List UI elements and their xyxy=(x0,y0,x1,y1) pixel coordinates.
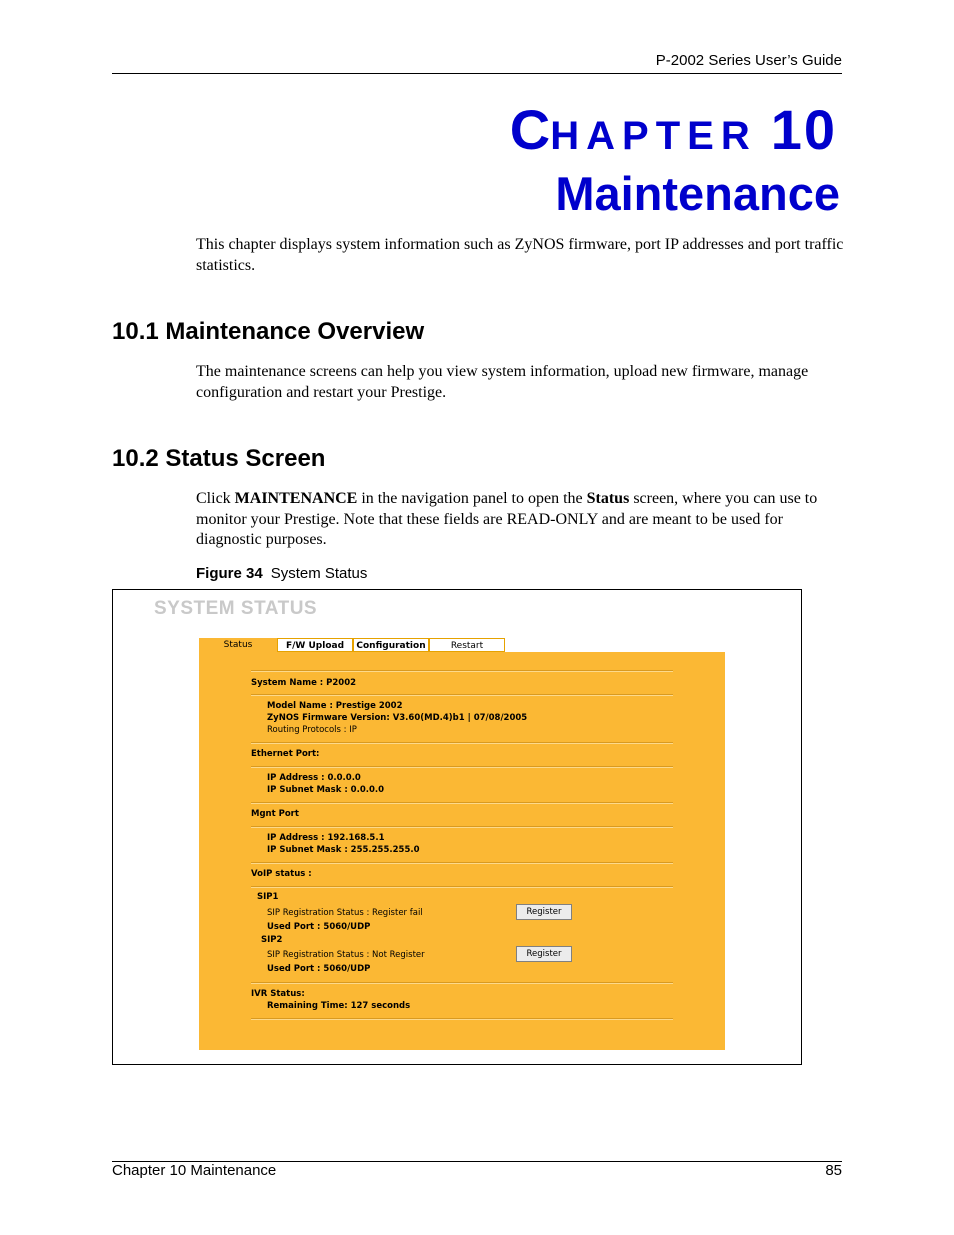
divider xyxy=(251,670,673,672)
mgnt-mask: IP Subnet Mask : 255.255.255.0 xyxy=(267,845,420,855)
para-bold-maintenance: MAINTENANCE xyxy=(234,490,358,507)
screen-title: SYSTEM STATUS xyxy=(154,598,318,619)
mgnt-ip: IP Address : 192.168.5.1 xyxy=(267,833,385,843)
section-heading-overview: 10.1 Maintenance Overview xyxy=(112,318,425,345)
divider xyxy=(251,1018,673,1020)
figure-caption-text: System Status xyxy=(270,565,368,582)
sip2-label: SIP2 xyxy=(261,935,283,945)
mgnt-port-label: Mgnt Port xyxy=(251,809,299,819)
divider xyxy=(251,766,673,768)
footer-chapter: Chapter 10 Maintenance xyxy=(112,1162,277,1179)
sip1-label: SIP1 xyxy=(257,892,279,902)
routing-protocols: Routing Protocols : IP xyxy=(267,725,357,735)
sip2-registration-status: SIP Registration Status : Not Register xyxy=(267,950,425,960)
chapter-initial: C xyxy=(509,98,551,161)
tab-bar xyxy=(199,638,505,652)
tab-fw-upload[interactable]: F/W Upload xyxy=(277,638,353,652)
figure-screenshot xyxy=(112,589,802,1065)
para-bold-status: Status xyxy=(586,490,630,507)
divider xyxy=(251,802,673,804)
tab-configuration[interactable]: Configuration xyxy=(353,638,429,652)
figure-caption xyxy=(196,565,367,582)
sip1-register-button[interactable]: Register xyxy=(516,904,572,920)
header-divider xyxy=(112,73,842,74)
system-name: System Name : P2002 xyxy=(251,678,357,688)
sip2-used-port: Used Port : 5060/UDP xyxy=(267,964,371,974)
divider xyxy=(251,694,673,696)
status-paragraph xyxy=(196,489,846,551)
divider xyxy=(251,982,673,984)
para-text: Click xyxy=(196,490,235,507)
divider xyxy=(251,886,673,888)
overview-paragraph: The maintenance screens can help you view system information, upload new firmware, manage configuration and restart your Prestige. xyxy=(196,363,809,401)
divider xyxy=(251,742,673,744)
para-text: screen, where you can use to monitor your Prestige. Note that these fields are READ-ONLY and are meant to be used for diagnostic purposes. xyxy=(196,490,818,548)
section-heading-status: 10.2 Status Screen xyxy=(112,445,326,472)
voip-status-label: VoIP status : xyxy=(251,869,312,879)
ethernet-port-label: Ethernet Port: xyxy=(251,749,320,759)
ivr-remaining-time: Remaining Time: 127 seconds xyxy=(267,1001,411,1011)
ivr-status-label: IVR Status: xyxy=(251,989,305,999)
firmware-version: ZyNOS Firmware Version: V3.60(MD.4)b1 | 07/08/2005 xyxy=(267,713,528,723)
ethernet-ip: IP Address : 0.0.0.0 xyxy=(267,773,361,783)
sip1-registration-status: SIP Registration Status : Register fail xyxy=(267,908,423,918)
page-number: 85 xyxy=(825,1162,842,1179)
figure-label: Figure 34 xyxy=(196,565,263,582)
ethernet-mask: IP Subnet Mask : 0.0.0.0 xyxy=(267,785,385,795)
divider xyxy=(251,826,673,828)
para-text: in the navigation panel to open the xyxy=(357,490,587,507)
sip2-register-button[interactable]: Register xyxy=(516,946,572,962)
tab-status[interactable]: Status xyxy=(199,638,277,652)
tab-restart[interactable]: Restart xyxy=(429,638,505,652)
model-name: Model Name : Prestige 2002 xyxy=(267,701,403,711)
divider xyxy=(251,862,673,864)
chapter-word: HAPTER xyxy=(550,114,757,158)
chapter-number: 10 xyxy=(770,98,837,161)
status-panel xyxy=(199,652,725,1050)
sip1-used-port: Used Port : 5060/UDP xyxy=(267,922,371,932)
running-header: P-2002 Series User’s Guide xyxy=(655,52,842,69)
chapter-name: Maintenance xyxy=(555,167,840,220)
intro-paragraph: This chapter displays system information such as ZyNOS firmware, port IP addresses and port traffic statistics. xyxy=(196,236,844,274)
chapter-title xyxy=(510,97,837,162)
